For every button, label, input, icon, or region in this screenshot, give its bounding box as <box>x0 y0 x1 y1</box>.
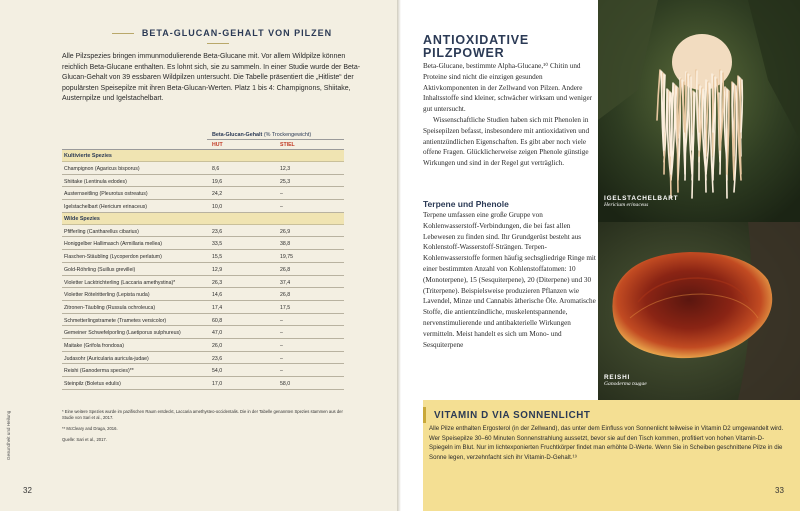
table-row <box>62 339 344 352</box>
stiel-value: 26,9 <box>280 228 291 235</box>
stiel-value: – <box>280 317 283 324</box>
paragraph-1: Beta-Glucane, bestimmte Alpha-Glucane,¹⁰ Chitin und Proteine sind nicht die einzigen gesunden Aktivkomponenten in der Zellwand von Pilzen. Andere Inhaltsstoffe sind kleiner, schwächer wirksam und weniger gut untersucht. <box>423 62 593 114</box>
left-page <box>0 0 399 511</box>
stiel-value: 58,0 <box>280 381 291 387</box>
photo1-caption <box>604 195 678 208</box>
stiel-value: – <box>280 191 283 198</box>
species-name: Gold-Röhrling (Suillus grevillei) <box>64 266 136 273</box>
wild-rows <box>62 225 344 390</box>
species-name: Violetter Lacktrichterling (Laccaria amethystina)* <box>64 279 176 286</box>
species-name: Steinpilz (Boletus edulis) <box>64 381 121 387</box>
section-cultivated-label: Kultivierte Spezies <box>64 153 112 159</box>
table-header-unit: (% Trockengewicht) <box>263 132 312 138</box>
table-row <box>62 364 344 377</box>
title-rule-left <box>112 33 134 34</box>
left-page-title <box>88 28 348 48</box>
hut-value: 33,5 <box>212 241 223 248</box>
running-head: Gesundheit und Heilung <box>6 410 11 460</box>
table-column-headers <box>62 140 344 150</box>
hut-value: 23,6 <box>212 228 223 235</box>
vitamin-d-text: Alle Pilze enthalten Ergosterol (in der Zellwand), das unter dem Einfluss von Sonnenlicht teilweise in Vitamin D2 umgewandelt wird. Wer Speisepilze 30–60 Minuten Sonnenstrahlung aussetzt, bevor sie auf den Tisch kommen, profitiert von hohen Vitamin-D-Spiegeln im Blut. Nur im lichtexponierten Fruchtkörper findet man erhöhte D-Werte. Wenn Sie in Scheiben geschnittene Pilze in die Sonne legen, verzehnfacht sich ihr Vitamin-D-Gehalt.¹⁹ <box>429 425 784 461</box>
table-header-text: Beta-Glucan-Gehalt <box>212 132 263 138</box>
species-name: Reishi (Ganoderma species)** <box>64 368 134 375</box>
right-page-title: ANTIOXIDATIVE PILZPOWER <box>423 33 530 60</box>
species-name: Austernseitling (Pleurotus ostreatus) <box>64 191 148 198</box>
hut-value: 54,0 <box>212 368 223 375</box>
page-number-left: 32 <box>23 486 32 495</box>
species-name: Flaschen-Stäubling (Lycoperdon perlatum) <box>64 254 162 261</box>
photo2-caption <box>604 374 647 387</box>
stiel-value: 19,75 <box>280 254 293 261</box>
hut-value: 47,0 <box>212 330 223 337</box>
footnotes <box>62 409 352 448</box>
stiel-value: – <box>280 330 283 337</box>
column-header-stiel: STIEL <box>280 142 295 148</box>
stiel-value: 17,5 <box>280 304 291 311</box>
table-header-label <box>212 132 311 138</box>
title-rule-right <box>207 43 229 44</box>
table-row <box>62 314 344 327</box>
table-row <box>62 276 344 289</box>
hut-value: 17,4 <box>212 304 223 311</box>
subheading-terpene: Terpene und Phenole <box>423 199 509 209</box>
cultivated-rows <box>62 162 344 213</box>
species-name: Gemeiner Schwefelporling (Laetiporus sulphureus) <box>64 330 181 337</box>
intro-paragraph: Alle Pilzspezies bringen immunmodulierende Beta-Glucane mit. Vor allem Wildpilze können reichlich Beta-Glucane enthalten. Es lohnt sich, sie zu sammeln. In einer Studie wurde der Beta-Glucan-Gehalt von 39 essbaren Wildpilzen untersucht. Die Tabelle präsentiert die „Hitliste“ der populärsten Speisepilze mit ihren Beta-Glucan-Werten. Platz 1 bis 4: Champignons, Shiitake, Austernpilze und Igelstachelbart. <box>62 53 361 102</box>
table-row <box>62 162 344 175</box>
table-header-group <box>62 128 344 140</box>
table-row <box>62 175 344 188</box>
photo2-caption-latin: Ganoderma tsugae <box>604 381 647 387</box>
photo1-caption-name: IGELSTACHELBART <box>604 195 679 202</box>
footnote-2: ** McCleary and Draga, 2016. <box>62 426 118 431</box>
table-row <box>62 352 344 365</box>
column-header-hut: HUT <box>212 142 223 148</box>
hut-value: 12,9 <box>212 266 223 273</box>
hut-value: 8,6 <box>212 166 220 172</box>
stiel-value: 26,8 <box>280 266 291 273</box>
table-row <box>62 187 344 200</box>
species-name: Violetter Rötelritterling (Lepista nuda) <box>64 292 150 299</box>
hut-value: 19,6 <box>212 178 223 185</box>
species-name: Pfifferling (Cantharellus cibarius) <box>64 228 139 235</box>
vitamin-d-title: VITAMIN D VIA SONNENLICHT <box>423 410 800 421</box>
spine <box>727 89 728 198</box>
species-name: Honiggelber Hallimasch (Armillaria mellea) <box>64 241 163 248</box>
beta-glucan-table <box>62 128 344 390</box>
hut-value: 26,0 <box>212 342 223 349</box>
photo1-caption-latin: Hericium erinaceus <box>604 202 649 208</box>
stiel-value: 26,8 <box>280 292 291 299</box>
page-number-right: 33 <box>775 486 784 495</box>
section-cultivated <box>62 150 344 162</box>
vitamin-d-box <box>423 400 800 511</box>
species-name: Champignon (Agaricus bisporus) <box>64 166 140 172</box>
stiel-value: 38,8 <box>280 241 291 248</box>
paragraph-3: Terpene umfassen eine große Gruppe von Kohlenwasserstoff-Verbindungen, die bei fast allen Lebewesen zu finden sind. Ihr Grundgerüst besteht aus Kohlenstoff-Wasserstoff-Strängen. Terpen-Kohlenwasserstoffe formen häufig sechsgliedrige Ringe mit einer bestimmten Anzahl von Kohlenstoffatomen: 10 (Monoterpene), 15 (Sesquiterpene), 20 (Diterpene) und 30 (Triterpene). Beispielsweise produzieren Pflanzen wie Lavendel, Minze und Cannabis ätherische Öle. Aromatische Stoffe, die antientzündliche, muskelentspannende, nervenstimulierende und antibakterielle Wirkungen vermitteln. Meist handelt es sich um Mono- und Sesquiterpene <box>423 211 596 349</box>
hut-value: 26,3 <box>212 279 223 286</box>
table-row <box>62 288 344 301</box>
hut-value: 60,8 <box>212 317 223 324</box>
photo2-caption-name: REISHI <box>604 374 631 381</box>
table-row <box>62 237 344 250</box>
stiel-value: 25,3 <box>280 178 291 185</box>
hut-value: 15,5 <box>212 254 223 261</box>
hut-value: 24,2 <box>212 191 223 198</box>
hut-value: 10,0 <box>212 204 223 211</box>
paragraph-2: Wissenschaftliche Studien haben sich mit Phenolen in Speisepilzen befasst, insbesondere mit antioxidativen und antientzündlichen Eigenschaften. Es gibt aber noch viele offene Fragen. Glücklicherweise zeigen Phenole günstige Wirkungen und sind in der Regel gut verträglich. <box>423 115 590 168</box>
stiel-value: – <box>280 368 283 375</box>
species-name: Schmetterlingstramete (Trametes versicolor) <box>64 317 167 324</box>
table-row <box>62 377 344 390</box>
species-name: Shiitake (Lentinula edodes) <box>64 178 127 185</box>
lions-mane-image <box>598 0 800 222</box>
stiel-value: 12,3 <box>280 166 291 172</box>
table-row <box>62 326 344 339</box>
spine <box>678 88 679 192</box>
left-title-text: BETA-GLUCAN-GEHALT VON PILZEN <box>141 28 333 38</box>
hut-value: 14,6 <box>212 292 223 299</box>
section-wild <box>62 213 344 225</box>
species-name: Zitronen-Täubling (Russula ochroleuca) <box>64 304 156 311</box>
hut-value: 17,0 <box>212 381 223 387</box>
species-name: Igelstachelbart (Hericium erinaceus) <box>64 204 148 211</box>
section-wild-label: Wilde Spezies <box>64 215 100 222</box>
stiel-value: – <box>280 355 283 362</box>
table-row <box>62 225 344 238</box>
species-name: Maitake (Grifola frondosa) <box>64 342 124 349</box>
species-name: Judasohr (Auricularia auricula-judae) <box>64 355 149 362</box>
table-row <box>62 263 344 276</box>
right-body-top <box>423 61 599 169</box>
lions-mane-photo <box>598 0 800 222</box>
footnote-1: * Eine weitere Spezies wurde im pazifischen Raum entdeckt, Laccaria amethysteo-occidentalis. Die in der Tabelle genannten Spezies stammen aus der Studie von Sari et al., 2017. <box>62 409 343 420</box>
source-note: Quelle: Sari et al., 2017. <box>62 437 107 442</box>
hut-value: 23,6 <box>212 355 223 362</box>
stiel-value: – <box>280 204 283 211</box>
stiel-value: 37,4 <box>280 279 291 286</box>
reishi-photo <box>598 222 800 400</box>
table-row <box>62 250 344 263</box>
right-page <box>401 0 800 511</box>
table-row <box>62 301 344 314</box>
stiel-value: – <box>280 342 283 349</box>
table-row <box>62 200 344 213</box>
